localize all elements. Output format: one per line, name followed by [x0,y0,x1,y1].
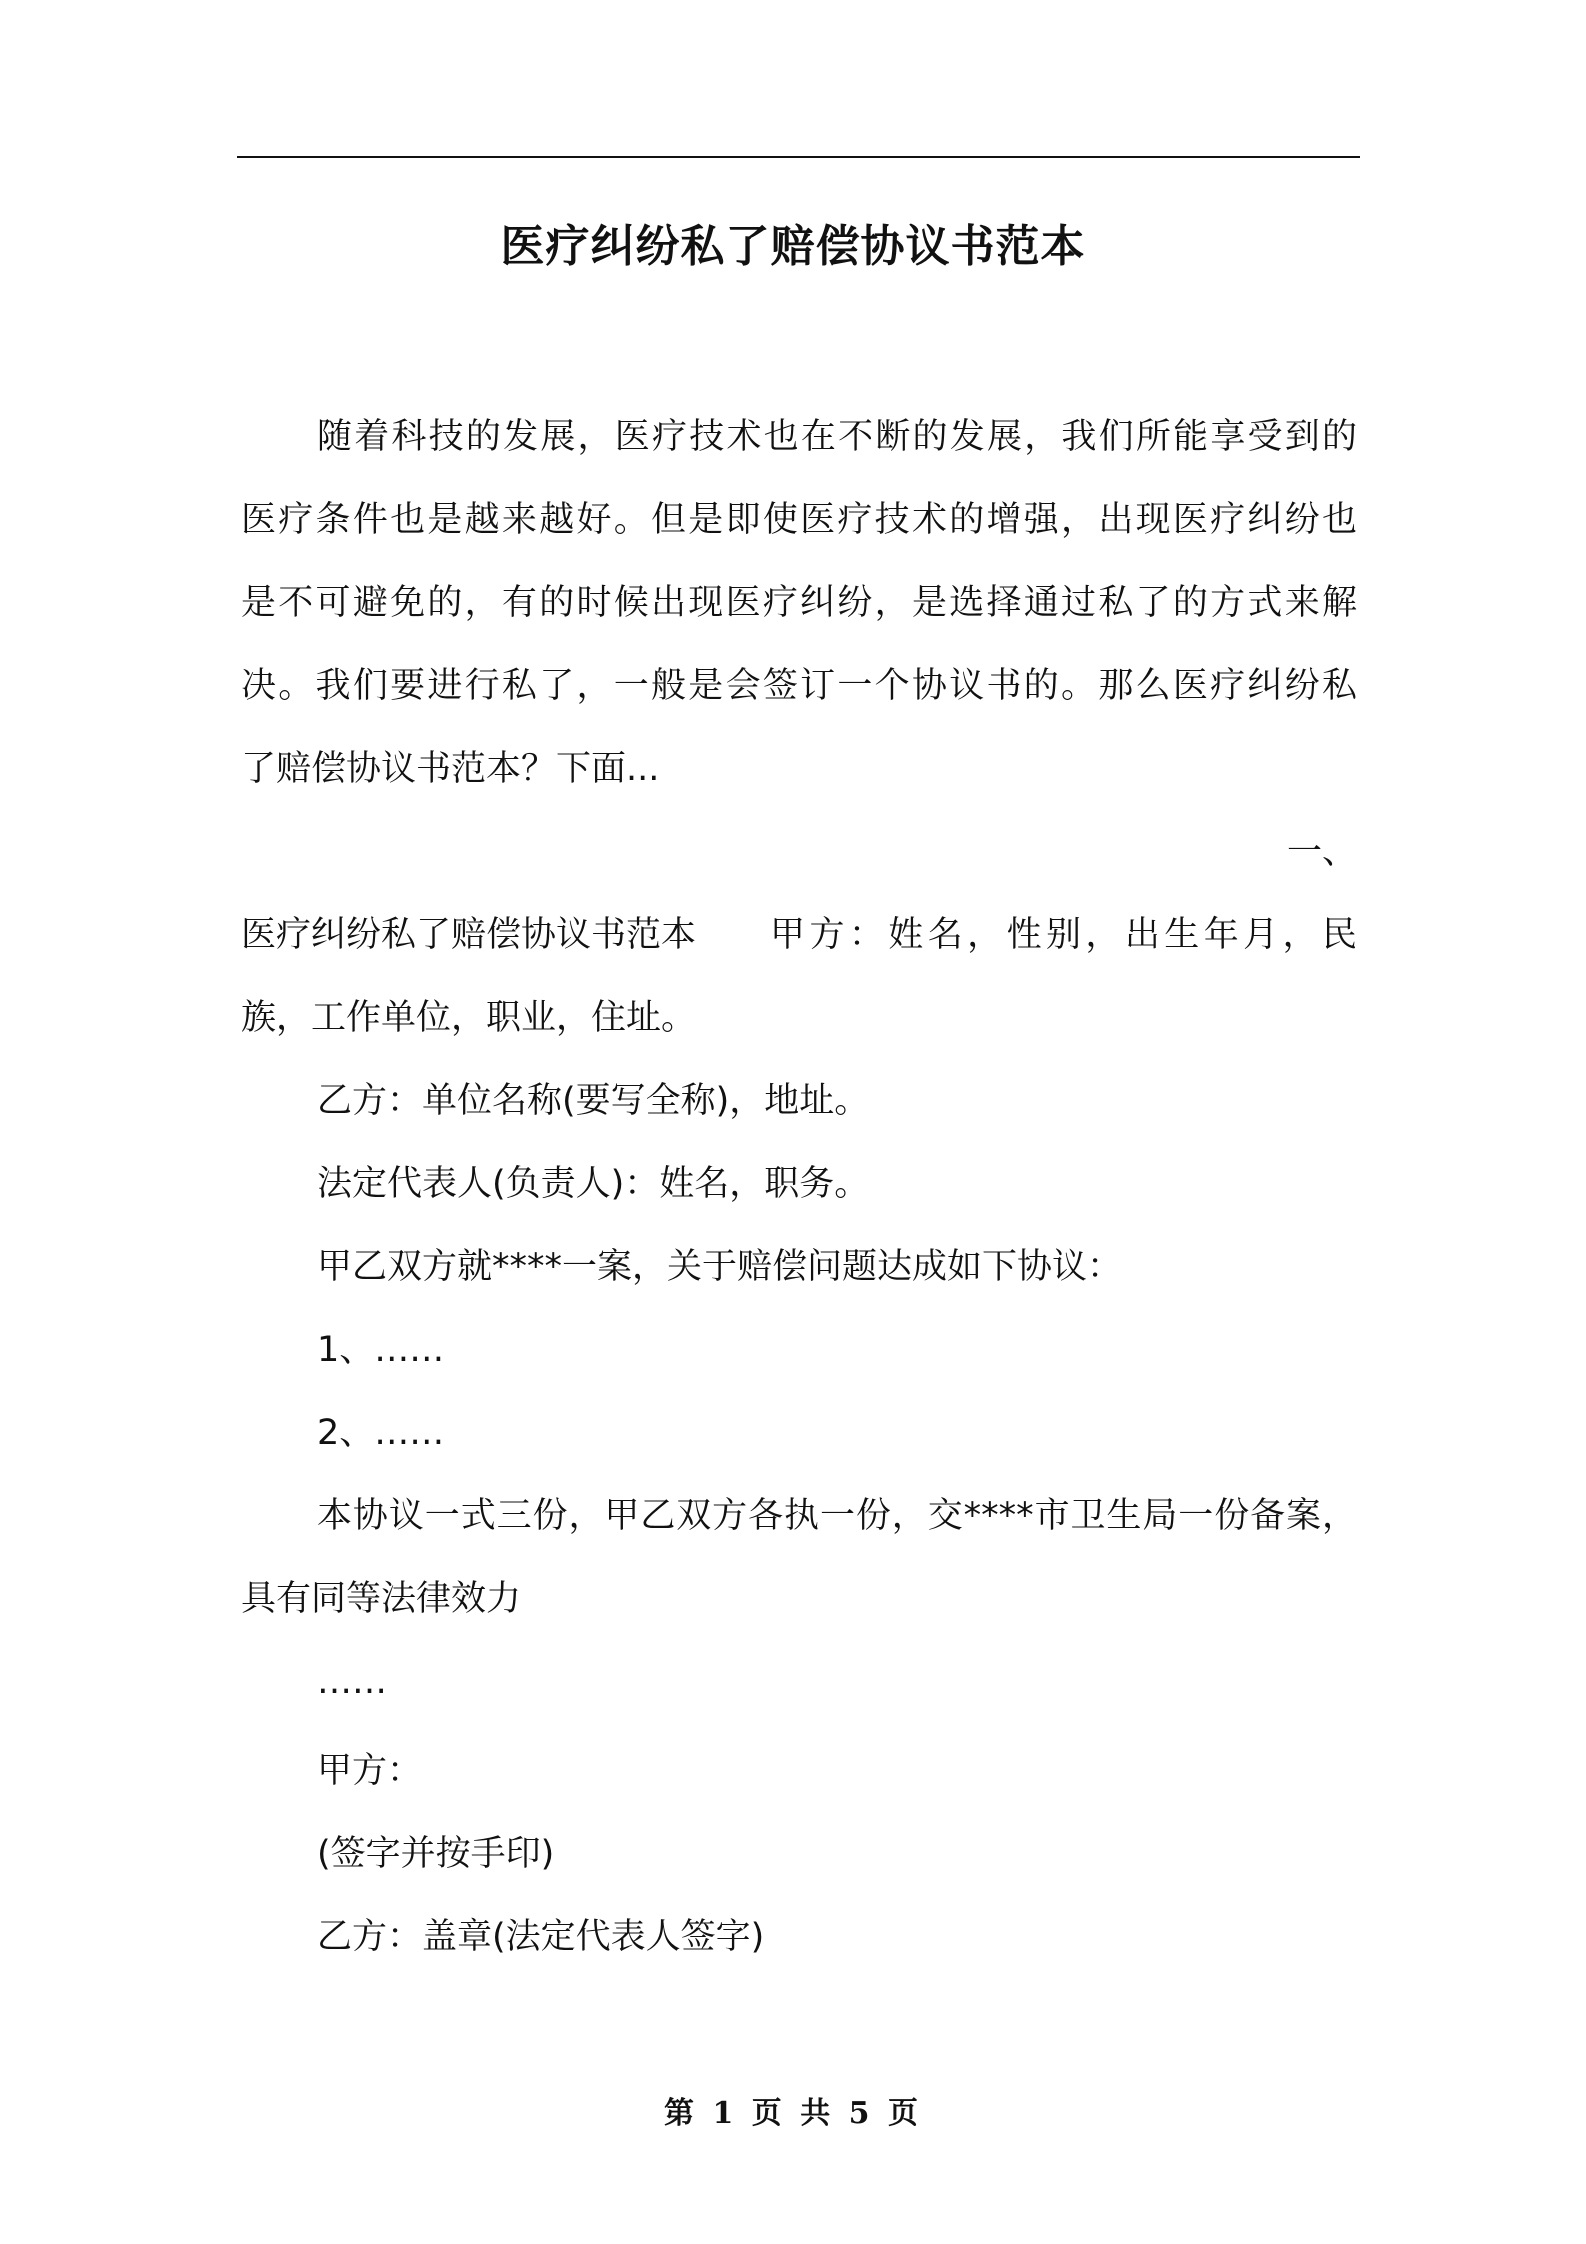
copies-paragraph [241,1475,1357,1641]
signature-party-a: 甲方： [317,1751,423,1791]
section-heading-line [241,894,1357,977]
page-indicator: 第 1 页 共 5 页 [664,2096,922,2131]
ellipsis: …… [317,1662,387,1702]
party-b: 乙方：单位名称(要写全称)，地址。 [317,1081,870,1121]
agreement-item-2: 2、…… [317,1413,445,1453]
signature-party-b: 乙方：盖章(法定代表人签字) [317,1917,765,1957]
copies-line: 具有同等法律效力 [241,1579,522,1619]
signature-fingerprint: (签字并按手印) [317,1834,555,1874]
section-number: 一、 [1286,832,1357,872]
document-title: 医疗纠纷私了赔偿协议书范本 [500,221,1086,272]
document-body [241,396,1357,1979]
header-rule [237,156,1360,158]
intro-line: 随着科技的发展，医疗技术也在不断的发展，我们所能享受到的 [317,417,1357,457]
heading-gap [696,894,770,977]
intro-paragraph [241,396,1357,811]
party-a-line: 甲方：姓名，性别，出生年月，民 [770,915,1357,955]
copies-line: 本协议一式三份，甲乙双方各执一份，交****市卫生局一份备案， [317,1496,1357,1536]
agreement-intro: 甲乙双方就****一案，关于赔偿问题达成如下协议： [317,1247,1123,1287]
party-a-line-continued: 族，工作单位，职业，住址。 [241,998,697,1038]
legal-representative: 法定代表人(负责人)：姓名，职务。 [317,1164,870,1204]
intro-line: 是不可避免的，有的时候出现医疗纠纷，是选择通过私了的方式来解 [241,583,1357,623]
section-heading-paragraph [241,894,1357,1060]
section-heading: 医疗纠纷私了赔偿协议书范本 [241,915,697,955]
agreement-item-1: 1、…… [317,1330,445,1370]
intro-line: 决。我们要进行私了，一般是会签订一个协议书的。那么医疗纠纷私 [241,666,1357,706]
intro-line: 了赔偿协议书范本？下面... [241,749,660,789]
intro-line: 医疗条件也是越来越好。但是即使医疗技术的增强，出现医疗纠纷也 [241,500,1357,540]
